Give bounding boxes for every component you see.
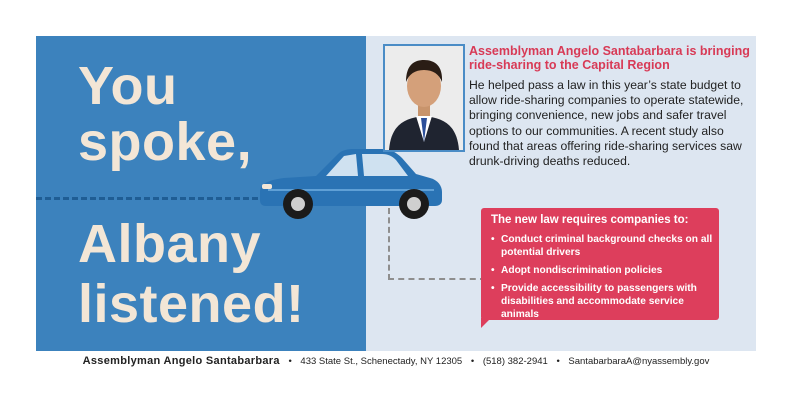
footer-separator: • bbox=[288, 356, 292, 367]
callout-tail bbox=[481, 318, 491, 328]
article-title: Assemblyman Angelo Santabarbara is bringing ride-sharing to the Capital Region bbox=[469, 44, 750, 72]
footer-address: 433 State St., Schenectady, NY 12305 bbox=[300, 356, 463, 367]
assemblyman-portrait bbox=[383, 44, 465, 152]
footer-separator: • bbox=[470, 356, 475, 367]
road-dashed-line bbox=[36, 197, 258, 200]
footer-email[interactable]: SantabarbaraA@nyassembly.gov bbox=[568, 356, 710, 367]
requirements-callout bbox=[481, 208, 719, 320]
footer-phone: (518) 382-2941 bbox=[482, 356, 548, 367]
article-body: He helped pass a law in this year’s state budget to allow ride-sharing companies to operate statewide, bringing convenience, new jobs and safer travel options to our communities. A recent study also found that areas offering ride-sharing services saw drunk-driving deaths reduced. bbox=[469, 78, 744, 169]
car-headlight bbox=[262, 184, 272, 189]
list-item: • Conduct criminal background checks on all potential drivers bbox=[491, 233, 717, 259]
footer-separator: • bbox=[556, 356, 560, 367]
footer-name: Assemblyman Angelo Santabarbara bbox=[82, 355, 280, 367]
callout-title: The new law requires companies to: bbox=[491, 214, 689, 226]
list-item: • Provide accessibility to passengers with disabilities and accommodate service animals bbox=[491, 282, 717, 321]
headline-line-4: listened! bbox=[78, 274, 305, 334]
dashed-connector bbox=[388, 208, 486, 280]
list-item: • Adopt nondiscrimination policies bbox=[491, 264, 717, 277]
headline-line-1: You bbox=[78, 56, 178, 116]
headline-line-2: spoke, bbox=[78, 112, 253, 172]
footer-contact bbox=[0, 355, 792, 367]
requirements-list bbox=[491, 233, 717, 326]
headline-line-3: Albany bbox=[78, 214, 262, 274]
